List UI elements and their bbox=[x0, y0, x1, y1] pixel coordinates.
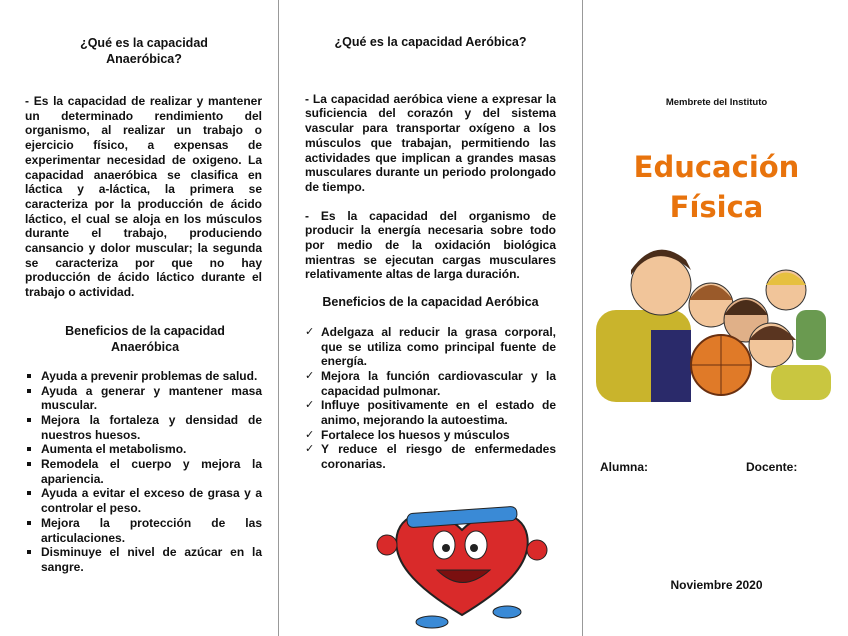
list-item: Ayuda a prevenir problemas de salud. bbox=[25, 369, 262, 384]
list-item: ✓ Y reduce el riesgo de enfermedades coronarias. bbox=[305, 442, 556, 471]
list-item: Aumenta el metabolismo. bbox=[25, 442, 262, 457]
title-line-2: Física bbox=[669, 190, 764, 224]
list-item: ✓ Mejora la función cardiovascular y la capacidad pulmonar. bbox=[305, 369, 556, 398]
title-line-1: Educación bbox=[633, 150, 800, 184]
fold-line-right bbox=[582, 0, 583, 636]
list-item: Remodela el cuerpo y mejora la apariencia. bbox=[25, 457, 262, 486]
anaerobic-benefits-list bbox=[25, 369, 262, 575]
aerobic-paragraph-2: - Es la capacidad del organismo de producir la energía necesaria sobre todo por medio de la oxidación biológica mientras se ejecutan cargas musculares relativamente altas de larga duración. bbox=[305, 208, 556, 282]
list-item: ✓ Adelgaza al reducir la grasa corporal, que se utiliza como principal fuente de energía. bbox=[305, 325, 556, 369]
student-label: Alumna: bbox=[600, 460, 648, 474]
teacher-label: Docente: bbox=[746, 460, 798, 474]
aerobic-benefits-heading: Beneficios de la capacidad Aeróbica bbox=[322, 295, 539, 310]
list-item: ✓ Fortalece los huesos y músculos bbox=[305, 428, 556, 443]
heart-mascot-image bbox=[372, 490, 552, 630]
list-item: Ayuda a evitar el exceso de grasa y a controlar el peso. bbox=[25, 486, 262, 515]
fold-line-left bbox=[278, 0, 279, 636]
letterhead: Membrete del Instituto bbox=[665, 97, 768, 108]
kids-basketball-image bbox=[596, 240, 836, 402]
list-item: Mejora la fortaleza y densidad de nuestros huesos. bbox=[25, 413, 262, 442]
list-item: Mejora la protección de las articulaciones. bbox=[25, 516, 262, 545]
list-item: Ayuda a generar y mantener masa muscular. bbox=[25, 384, 262, 413]
list-item: Disminuye el nivel de azúcar en la sangre. bbox=[25, 545, 262, 574]
aerobic-benefits-list bbox=[305, 325, 556, 472]
date-label: Noviembre 2020 bbox=[670, 578, 763, 592]
cover-title bbox=[585, 147, 848, 227]
panel-aerobic bbox=[305, 0, 556, 472]
aerobic-heading: ¿Qué es la capacidad Aeróbica? bbox=[334, 35, 527, 49]
panel-anaerobic bbox=[25, 0, 262, 575]
anaerobic-paragraph: - Es la capacidad de realizar y mantener un determinado rendimiento del organismo, al realizar un trabajo o ejercicio físico, a expensas de experimentar necesidad de oxigeno. La capacidad anaeróbica se clasifica en láctica y a-láctica, la primera se caracteriza por la producción de ácido láctico, el cual se aloja en los músculos durante el trabajo, produciendo cansancio y dolor muscular; la segunda se caracteriza por que no hay producción de ácido láctico durante el trabajo o actividad. bbox=[25, 94, 262, 300]
list-item: ✓ Influye positivamente en el estado de animo, mejorando la autoestima. bbox=[305, 398, 556, 427]
aerobic-paragraph-1: - La capacidad aeróbica viene a expresar la suficiencia del corazón y del sistema vascular para transportar oxígeno a los músculos que trabajan, permitiendo las actividades que implican a grandes masas musculares durante un periodo prolongado de tiempo. bbox=[305, 91, 556, 194]
anaerobic-heading: ¿Qué es la capacidad Anaeróbica? bbox=[80, 36, 208, 66]
anaerobic-benefits-heading: Beneficios de la capacidad Anaeróbica bbox=[65, 323, 225, 354]
